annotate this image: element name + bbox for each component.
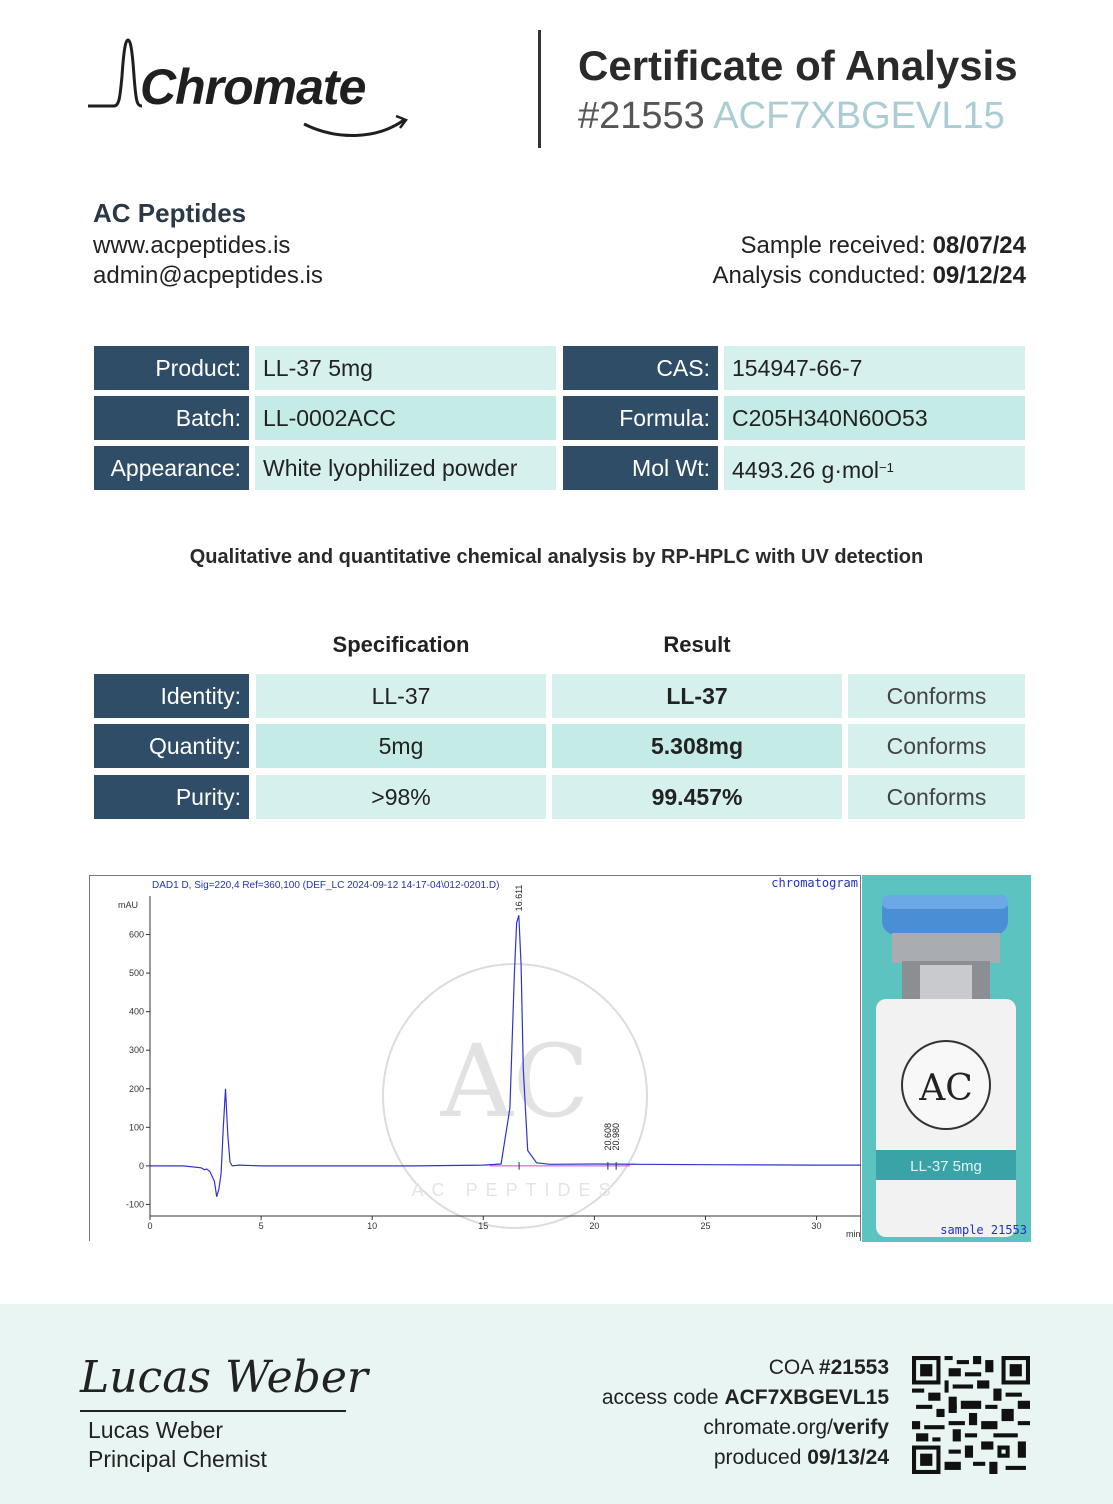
document-title: Certificate of Analysis	[578, 42, 1018, 89]
batch-label: Batch:	[94, 396, 249, 440]
y-tick-label: 600	[128, 929, 144, 940]
x-unit-label: min	[846, 1229, 861, 1239]
chromatogram-plot	[90, 876, 862, 1242]
received-value: 08/07/24	[932, 232, 1026, 259]
molwt-label: Mol Wt:	[563, 446, 718, 490]
analysis-date	[712, 262, 1026, 290]
footer-coa	[769, 1356, 889, 1380]
chromate-logo	[86, 36, 431, 146]
signer-name: Lucas Weber	[88, 1417, 224, 1443]
qr-code-icon[interactable]	[912, 1356, 1030, 1474]
molwt-number: 4493.26 g·mol	[732, 457, 880, 483]
quantity-status: Conforms	[848, 724, 1025, 768]
vial-image	[862, 875, 1031, 1242]
quantity-label: Quantity:	[94, 724, 249, 768]
quantity-spec: 5mg	[256, 724, 546, 768]
batch-value: LL-0002ACC	[255, 396, 556, 440]
x-tick-label: 0	[147, 1221, 153, 1231]
specification-header: Specification	[332, 632, 470, 657]
footer-access-label: access code	[601, 1386, 719, 1409]
purity-spec: >98%	[256, 775, 546, 819]
appearance-label: Appearance:	[94, 446, 249, 490]
y-tick-label: 200	[128, 1083, 144, 1094]
client-website[interactable]: www.acpeptides.is	[93, 232, 291, 259]
product-value: LL-37 5mg	[255, 346, 556, 390]
footer-access-value: ACF7XBGEVL15	[724, 1386, 889, 1409]
identity-spec: LL-37	[256, 674, 546, 718]
x-tick-label: 10	[367, 1221, 378, 1231]
analysis-value: 09/12/24	[932, 262, 1026, 289]
x-tick-label: 25	[700, 1221, 711, 1231]
purity-label: Purity:	[94, 775, 249, 819]
purity-result: 99.457%	[552, 775, 842, 819]
formula-label: Formula:	[563, 396, 718, 440]
access-code: ACF7XBGEVL15	[713, 95, 1005, 137]
method-description: Qualitative and quantitative chemical analysis by RP-HPLC with UV detection	[189, 546, 924, 568]
molwt-exponent: −1	[879, 460, 894, 475]
produced-label: produced	[713, 1446, 802, 1469]
sample-received-date	[740, 232, 1026, 260]
client-email[interactable]: admin@acpeptides.is	[93, 262, 323, 289]
y-tick-label: 400	[128, 1006, 144, 1017]
footer-coa-value: #21553	[818, 1356, 889, 1379]
coa-identifier	[578, 95, 1005, 138]
verify-link[interactable]	[703, 1416, 889, 1440]
y-tick-label: 500	[128, 968, 144, 979]
product-label: Product:	[94, 346, 249, 390]
coa-number: #21553	[578, 95, 705, 137]
y-tick-label: 100	[128, 1122, 144, 1133]
result-header: Result	[663, 632, 731, 657]
chromatogram-header: DAD1 D, Sig=220,4 Ref=360,100 (DEF_LC 2024-09-12 14-17-04\012-0201.D)	[152, 880, 500, 891]
x-tick-label: 30	[811, 1221, 822, 1231]
signer-title: Principal Chemist	[88, 1446, 267, 1472]
y-tick-label: 0	[138, 1160, 144, 1171]
client-name: AC Peptides	[93, 198, 247, 228]
watermark-ring-text: AC PEPTIDES	[411, 1180, 619, 1200]
cas-label: CAS:	[563, 346, 718, 390]
produced-value: 09/13/24	[807, 1446, 889, 1469]
received-label: Sample received:	[740, 232, 926, 259]
appearance-value: White lyophilized powder	[255, 446, 556, 490]
signature-line	[80, 1410, 346, 1412]
footer-coa-label: COA	[768, 1356, 814, 1379]
peak-label: 16.611	[514, 884, 525, 912]
vial-brand: AC	[919, 1068, 973, 1109]
analysis-label: Analysis conducted:	[712, 262, 926, 289]
y-tick-label: -100	[125, 1199, 144, 1210]
peak-label: 20.980	[611, 1122, 622, 1151]
ac-watermark	[383, 964, 647, 1228]
x-tick-label: 15	[478, 1221, 489, 1231]
cas-value: 154947-66-7	[724, 346, 1025, 390]
chromatogram	[89, 875, 861, 1241]
identity-label: Identity:	[94, 674, 249, 718]
molwt-value	[724, 446, 1025, 490]
footer-produced	[714, 1446, 889, 1470]
peak-label: 20.608	[602, 1122, 613, 1151]
chromatogram-tag: chromatogram	[771, 876, 858, 890]
vial-caption: sample 21553	[940, 1223, 1027, 1237]
y-tick-label: 300	[128, 1045, 144, 1056]
signature: Lucas Weber	[80, 1352, 368, 1403]
x-tick-label: 20	[589, 1221, 600, 1231]
sample-vial-photo	[862, 875, 1031, 1242]
quantity-result: 5.308mg	[552, 724, 842, 768]
formula-value: C205H340N60O53	[724, 396, 1025, 440]
watermark-letters: AC	[440, 1023, 590, 1140]
x-tick-label: 5	[258, 1221, 264, 1231]
purity-status: Conforms	[848, 775, 1025, 819]
verify-prefix: chromate.org/	[703, 1416, 833, 1439]
header-divider	[538, 30, 541, 148]
y-unit-label: mAU	[118, 900, 138, 910]
identity-result: LL-37	[552, 674, 842, 718]
brand-wordmark: Chromate	[140, 59, 366, 115]
footer-access-code	[602, 1386, 889, 1410]
vial-label: LL-37 5mg	[910, 1158, 982, 1175]
verify-bold: verify	[832, 1416, 889, 1439]
identity-status: Conforms	[848, 674, 1025, 718]
